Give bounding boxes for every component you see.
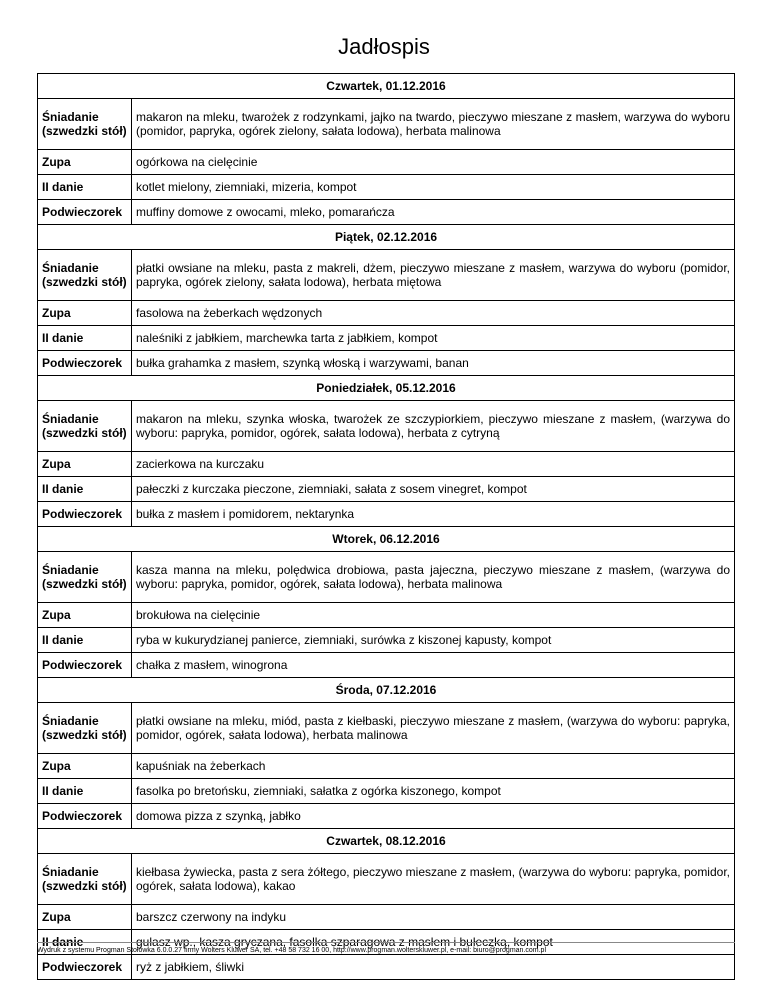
- day-header: Środa, 07.12.2016: [38, 678, 735, 703]
- meal-label-breakfast: Śniadanie (szwedzki stół): [38, 99, 132, 150]
- meal-row-snack: [38, 653, 735, 678]
- meal-label-main: II danie: [38, 326, 132, 351]
- meal-value-snack: muffiny domowe z owocami, mleko, pomarańcza: [132, 200, 735, 225]
- footer-text: Wydruk z systemu Progman Stołówka 6.0.0.27 firmy Wolters Kluwer SA, tel. +48 58 732 16 00, http://www.progman.wolterskluwer.pl, e-mail: biuro@progman.com.pl: [37, 947, 546, 954]
- meal-value-main: kotlet mielony, ziemniaki, mizeria, kompot: [132, 175, 735, 200]
- day-header: Poniedziałek, 05.12.2016: [38, 376, 735, 401]
- meal-value-soup: zacierkowa na kurczaku: [132, 452, 735, 477]
- meal-label-soup: Zupa: [38, 452, 132, 477]
- meal-value-soup: kapuśniak na żeberkach: [132, 754, 735, 779]
- day-header-row: [38, 225, 735, 250]
- meal-label-soup: Zupa: [38, 905, 132, 930]
- meal-value-breakfast: płatki owsiane na mleku, pasta z makreli, dżem, pieczywo mieszane z masłem, warzywa do wyboru (pomidor, papryka, ogórek zielony, sałata lodowa), herbata miętowa: [132, 250, 735, 301]
- meal-row-main: [38, 628, 735, 653]
- meal-row-main: [38, 175, 735, 200]
- meal-label-main: II danie: [38, 628, 132, 653]
- meal-label-main: II danie: [38, 477, 132, 502]
- meal-row-snack: [38, 200, 735, 225]
- day-header: Wtorek, 06.12.2016: [38, 527, 735, 552]
- meal-value-snack: bułka z masłem i pomidorem, nektarynka: [132, 502, 735, 527]
- day-header-row: [38, 527, 735, 552]
- meal-label-breakfast: Śniadanie (szwedzki stół): [38, 854, 132, 905]
- day-header: Czwartek, 01.12.2016: [38, 74, 735, 99]
- meal-label-main: II danie: [38, 779, 132, 804]
- meal-label-breakfast: Śniadanie (szwedzki stół): [38, 552, 132, 603]
- meal-label-main: II danie: [38, 930, 132, 955]
- day-header: Czwartek, 08.12.2016: [38, 829, 735, 854]
- meal-row-main: [38, 326, 735, 351]
- meal-value-snack: bułka grahamka z masłem, szynką włoską i warzywami, banan: [132, 351, 735, 376]
- meal-row-main: [38, 477, 735, 502]
- meal-row-soup: [38, 150, 735, 175]
- meal-row-soup: [38, 905, 735, 930]
- meal-value-main: gulasz wp., kasza gryczana, fasolka szparagowa z masłem i bułeczką, kompot: [132, 930, 735, 955]
- meal-label-breakfast: Śniadanie (szwedzki stół): [38, 250, 132, 301]
- meal-row-soup: [38, 603, 735, 628]
- day-header-row: [38, 74, 735, 99]
- meal-row-snack: [38, 804, 735, 829]
- meal-value-breakfast: makaron na mleku, szynka włoska, twarożek ze szczypiorkiem, pieczywo mieszane z masłem, (warzywa do wyboru: papryka, pomidor, ogórek, sałata lodowa), herbata z cytryną: [132, 401, 735, 452]
- meal-row-breakfast: [38, 703, 735, 754]
- meal-value-snack: domowa pizza z szynką, jabłko: [132, 804, 735, 829]
- meal-label-snack: Podwieczorek: [38, 351, 132, 376]
- meal-value-main: ryba w kukurydzianej panierce, ziemniaki, surówka z kiszonej kapusty, kompot: [132, 628, 735, 653]
- meal-value-main: naleśniki z jabłkiem, marchewka tarta z jabłkiem, kompot: [132, 326, 735, 351]
- meal-value-soup: barszcz czerwony na indyku: [132, 905, 735, 930]
- meal-value-snack: ryż z jabłkiem, śliwki: [132, 955, 735, 980]
- meal-row-soup: [38, 301, 735, 326]
- meal-row-snack: [38, 502, 735, 527]
- meal-value-soup: ogórkowa na cielęcinie: [132, 150, 735, 175]
- menu-table: [37, 73, 735, 980]
- meal-row-main: [38, 779, 735, 804]
- meal-value-soup: fasolowa na żeberkach wędzonych: [132, 301, 735, 326]
- meal-value-breakfast: kasza manna na mleku, polędwica drobiowa, pasta jajeczna, pieczywo mieszane z masłem, (warzywa do wyboru: papryka, pomidor, ogórek, sałata lodowa), herbata malinowa: [132, 552, 735, 603]
- meal-row-breakfast: [38, 401, 735, 452]
- meal-label-snack: Podwieczorek: [38, 653, 132, 678]
- meal-label-snack: Podwieczorek: [38, 804, 132, 829]
- meal-label-soup: Zupa: [38, 754, 132, 779]
- meal-value-soup: brokułowa na cielęcinie: [132, 603, 735, 628]
- meal-row-soup: [38, 754, 735, 779]
- meal-label-snack: Podwieczorek: [38, 200, 132, 225]
- meal-label-snack: Podwieczorek: [38, 955, 132, 980]
- meal-value-snack: chałka z masłem, winogrona: [132, 653, 735, 678]
- meal-row-snack: [38, 955, 735, 980]
- meal-value-breakfast: kiełbasa żywiecka, pasta z sera żółtego, pieczywo mieszane z masłem, (warzywa do wyboru: papryka, pomidor, ogórek, sałata lodowa), kakao: [132, 854, 735, 905]
- meal-row-breakfast: [38, 99, 735, 150]
- page-title: Jadłospis: [338, 34, 430, 59]
- meal-label-soup: Zupa: [38, 603, 132, 628]
- meal-row-soup: [38, 452, 735, 477]
- meal-label-main: II danie: [38, 175, 132, 200]
- meal-value-breakfast: makaron na mleku, twarożek z rodzynkami, jajko na twardo, pieczywo mieszane z masłem, warzywa do wyboru (pomidor, papryka, ogórek zielony, sałata lodowa), herbata malinowa: [132, 99, 735, 150]
- day-header: Piątek, 02.12.2016: [38, 225, 735, 250]
- day-header-row: [38, 829, 735, 854]
- meal-row-breakfast: [38, 552, 735, 603]
- day-header-row: [38, 376, 735, 401]
- meal-label-breakfast: Śniadanie (szwedzki stół): [38, 401, 132, 452]
- meal-value-main: fasolka po bretońsku, ziemniaki, sałatka z ogórka kiszonego, kompot: [132, 779, 735, 804]
- meal-value-breakfast: płatki owsiane na mleku, miód, pasta z kiełbaski, pieczywo mieszane z masłem, (warzywa do wyboru: papryka, pomidor, ogórek, sałata lodowa), herbata malinowa: [132, 703, 735, 754]
- meal-row-snack: [38, 351, 735, 376]
- meal-value-main: pałeczki z kurczaka pieczone, ziemniaki, sałata z sosem vinegret, kompot: [132, 477, 735, 502]
- meal-row-breakfast: [38, 854, 735, 905]
- meal-label-soup: Zupa: [38, 150, 132, 175]
- footer-divider: [37, 942, 735, 943]
- day-header-row: [38, 678, 735, 703]
- meal-label-soup: Zupa: [38, 301, 132, 326]
- meal-row-breakfast: [38, 250, 735, 301]
- meal-label-breakfast: Śniadanie (szwedzki stół): [38, 703, 132, 754]
- meal-label-snack: Podwieczorek: [38, 502, 132, 527]
